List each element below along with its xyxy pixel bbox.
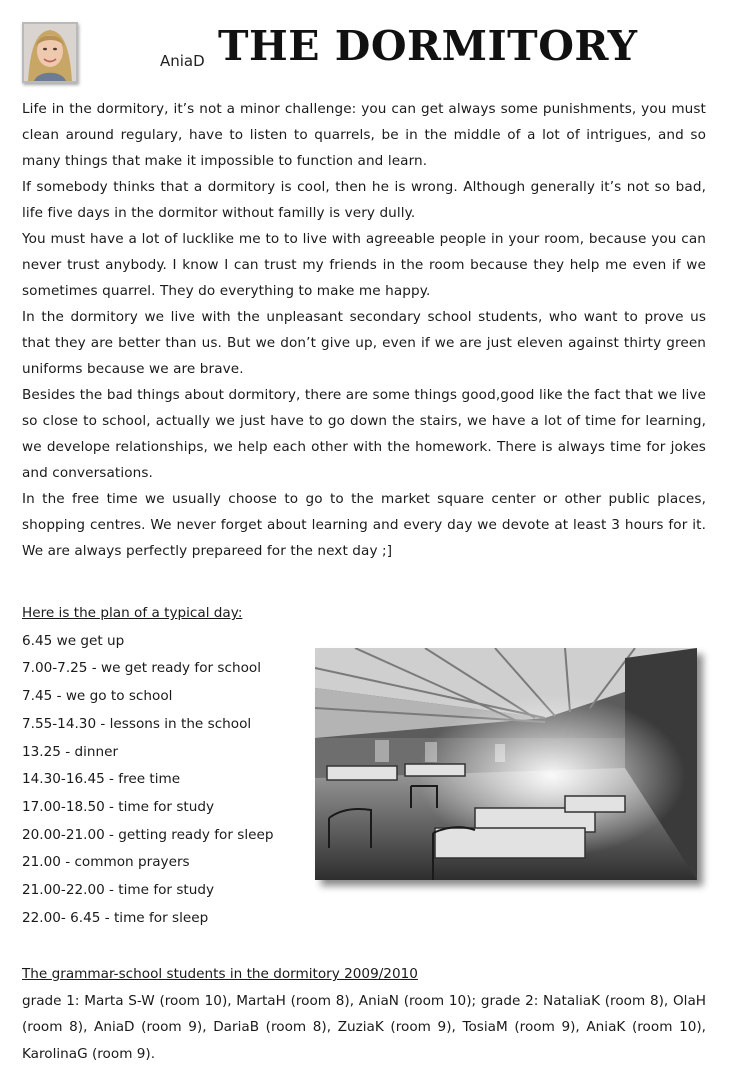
daily-plan — [22, 600, 312, 932]
article-paragraph: Besides the bad things about dormitory, there are some things good,good like the fact that we live so close to school, actually we just have to go down the stairs, we have a lot of time for learning, we develope relationships, we help each other with the homework. There is always time for jokes and conversations. — [22, 387, 706, 481]
plan-item: 20.00-21.00 - getting ready for sleep — [22, 826, 274, 843]
plan-item: 17.00-18.50 - time for study — [22, 798, 215, 815]
plan-item: 7.55-14.30 - lessons in the school — [22, 715, 252, 732]
plan-heading: Here is the plan of a typical day: — [22, 605, 243, 621]
students-heading: The grammar-school students in the dormitory 2009/2010 — [22, 966, 418, 982]
plan-item: 7.00-7.25 - we get ready for school — [22, 660, 262, 677]
article-paragraph: If somebody thinks that a dormitory is cool, then he is wrong. Although generally it’s not so bad, life five days in the dormitor without familly is very dully. — [22, 179, 706, 221]
students-list: grade 1: Marta S-W (room 10), MartaH (room 8), AniaN (room 10); grade 2: NataliaK (room 8), OlaH (room 8), AniaD (room 9), DariaB (room 8), ZuziaK (room 9), TosiaM (room 9), AniaK (room 10), KarolinaG (room 9). — [22, 992, 706, 1062]
author-avatar — [22, 22, 78, 83]
article-paragraph: In the free time we usually choose to go to the market square center or other public places, shopping centres. We never forget about learning and every day we devote at least 3 hours for it. We are always perfectly prepareed for the next day ;] — [22, 491, 706, 559]
author-portrait-icon — [24, 24, 76, 81]
article-body — [22, 96, 706, 564]
plan-item: 21.00 - common prayers — [22, 854, 190, 871]
dormitory-photo — [315, 648, 697, 880]
students-section — [22, 961, 706, 1067]
dormitory-room-icon — [315, 648, 697, 880]
plan-list — [22, 628, 312, 933]
plan-item: 7.45 - we go to school — [22, 688, 173, 705]
author-name: AniaD — [160, 52, 205, 70]
plan-item: 6.45 we get up — [22, 632, 125, 649]
plan-item: 22.00- 6.45 - time for sleep — [22, 909, 209, 926]
plan-item: 14.30-16.45 - free time — [22, 771, 181, 788]
plan-item: 13.25 - dinner — [22, 743, 119, 760]
article-paragraph: In the dormitory we live with the unpleasant secondary school students, who want to prove us that they are better than us. But we don’t give up, even if we are just eleven against thirty green uniforms because we are brave. — [22, 309, 706, 377]
page-title: THE DORMITORY — [218, 22, 638, 70]
article-paragraph: You must have a lot of lucklike me to to live with agreeable people in your room, because you can never trust anybody. I know I can trust my friends in the room because they help me even if we sometimes quarrel. They do everything to make me happy. — [22, 231, 706, 299]
article-paragraph: Life in the dormitory, it’s not a minor challenge: you can get always some punishments, you must clean around regulary, have to listen to quarrels, be in the middle of a lot of intrigues, and so many things that make it impossible to function and learn. — [22, 101, 706, 169]
plan-item: 21.00-22.00 - time for study — [22, 882, 215, 899]
